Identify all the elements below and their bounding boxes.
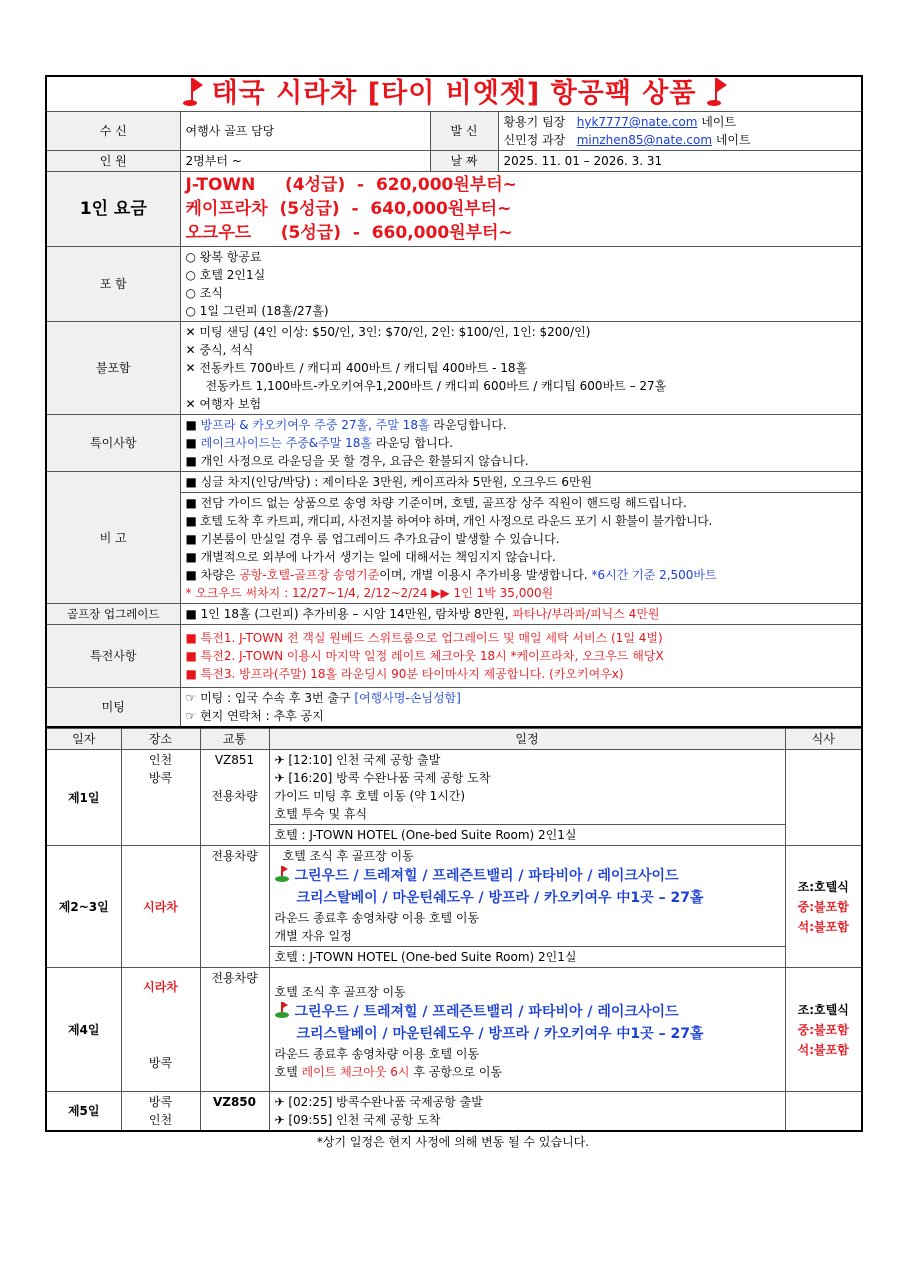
itinerary-sheet [45, 75, 861, 1150]
excluded-list [180, 322, 862, 415]
day-meals [785, 1092, 862, 1132]
included-item: ○ 호텔 2인1실 [185, 268, 266, 282]
place: 인천 [148, 753, 173, 767]
included-label: 포 함 [46, 247, 180, 322]
upgrade-desc: ■ 1인 18홀 (그린피) 추가비용 – 시암 14만원, 람차방 8만원, [185, 607, 513, 621]
day-transport: 전용차량 [200, 968, 269, 1092]
day-label: 제1일 [46, 750, 121, 846]
course-list: 크리스탈베이 / 마운틴쉐도우 / 방프라 / 카오키여우 中1곳 – 27홀 [296, 1026, 704, 1042]
day-meals [785, 968, 862, 1092]
schedule-line: 개별 자유 일정 [274, 929, 352, 943]
schedule-line: ✈ [16:20] 방콕 수완나품 국제 공항 도착 [274, 771, 491, 785]
note-highlight: *6시간 기준 2,500바트 [591, 568, 717, 582]
sender-email-link[interactable]: hyk7777@nate.com [576, 115, 698, 129]
pax-label: 인 원 [46, 151, 180, 172]
schedule-highlight: 레이트 체크아웃 6시 [301, 1065, 410, 1079]
benefits-list [180, 625, 862, 688]
schedule-line: 라운드 종료후 송영차량 이용 호텔 이동 [274, 911, 480, 925]
meal-lunch: 중:불포함 [797, 1022, 849, 1037]
day-meals [785, 750, 862, 846]
course-list: 그린우드 / 트레져힐 / 프레즌트밸리 / 파타비아 / 레이크사이드 [294, 868, 679, 884]
special-label: 특이사항 [46, 415, 180, 472]
date-value: 2025. 11. 01 – 2026. 3. 31 [498, 151, 862, 172]
note-item: ■ 호텔 도착 후 카트피, 캐디피, 사전지불 하여야 하며, 개인 사정으로 라운드 포기 시 환불이 불가합니다. [185, 514, 712, 528]
place: 인천 [148, 1113, 173, 1127]
excluded-item: 전동카트 1,100바트-카오키여우1,200바트 / 캐디피 600바트 / 캐디팁 600바트 – 27홀 [205, 379, 667, 393]
meeting-text: ☞ 현지 연락처 : 추후 공지 [185, 709, 324, 723]
included-item: ○ 왕복 항공료 [185, 250, 262, 264]
special-text: ■ 개인 사정으로 라운딩을 못 할 경우, 요금은 환불되지 않습니다. [185, 454, 529, 468]
golf-flag-icon [183, 78, 201, 106]
place: 방콕 [148, 1056, 173, 1070]
day-transport: 전용차량 [200, 846, 269, 968]
info-table [45, 75, 863, 728]
sender-suffix: 네이트 [701, 115, 737, 129]
to-label: 수 신 [46, 112, 180, 151]
schedule-line: ✈ [12:10] 인천 국제 공항 출발 [274, 753, 441, 767]
itinerary-table [45, 728, 863, 1132]
col-header: 식사 [785, 729, 862, 750]
golf-flag-icon [707, 78, 725, 106]
day-meals [785, 846, 862, 968]
bullet: ■ [185, 418, 201, 432]
pax-value: 2명부터 ~ [180, 151, 430, 172]
note-item: ■ 기본룸이 만실일 경우 룸 업그레이드 추가요금이 발생할 수 있습니다. [185, 532, 560, 546]
sender-email-link[interactable]: minzhen85@nate.com [576, 133, 713, 147]
benefit-item: ■ 특전2. J-TOWN 이용시 마지막 일정 레이트 체크아웃 18시 *케이프라차, 오크우드 해당X [185, 649, 664, 663]
sender-suffix: 네이트 [715, 133, 751, 147]
sender-name: 신민정 과장 [503, 133, 566, 147]
surcharge-note: * 오크우드 써차지 : 12/27~1/4, 2/12~2/24 ▶▶ 1인 1박 35,000원 [185, 586, 554, 600]
excluded-item: ✕ 전동카트 700바트 / 캐디피 400바트 / 캐디팁 400바트 - 18홀 [185, 361, 528, 375]
schedule-line: 가이드 미팅 후 호텔 이동 (약 1시간) [274, 789, 466, 803]
day-schedule [269, 968, 785, 1092]
day-transport: VZ850 [200, 1092, 269, 1132]
meal-breakfast: 조:호텔식 [797, 879, 849, 894]
hotel-line: 호텔 : J-TOWN HOTEL (One-bed Suite Room) 2인1실 [269, 947, 785, 968]
upgrade-text [180, 604, 862, 625]
excluded-item: ✕ 중식, 석식 [185, 343, 254, 357]
day-place [121, 1092, 200, 1132]
course-list: 그린우드 / 트레져힐 / 프레즌트밸리 / 파타비아 / 레이크사이드 [294, 1004, 679, 1020]
schedule-line: 호텔 투숙 및 휴식 [274, 807, 368, 821]
day-schedule [269, 750, 785, 825]
meal-dinner: 석:불포함 [797, 1042, 849, 1057]
single-charge: ■ 싱글 차지(인당/박당) : 제이타운 3만원, 케이프라차 5만원, 오크우드 6만원 [180, 472, 862, 493]
excluded-item: ✕ 미팅 샌딩 (4인 이상: $50/인, 3인: $70/인, 2인: $100/인, 1인: $200/인) [185, 325, 591, 339]
schedule-line: 호텔 조식 후 골프장 이동 [282, 849, 414, 863]
price-label: 1인 요금 [46, 172, 180, 247]
note-item: ■ 전담 가이드 없는 상품으로 송영 차량 기준이며, 호텔, 골프장 상주 직원이 핸드링 해드립니다. [185, 496, 687, 510]
col-header: 장소 [121, 729, 200, 750]
day-label: 제4일 [46, 968, 121, 1092]
day-place [121, 968, 200, 1092]
upgrade-highlight: 파타나/부라파/피닉스 4만원 [512, 607, 660, 621]
col-header: 교통 [200, 729, 269, 750]
golf-green-icon [275, 866, 289, 882]
meeting-label: 미팅 [46, 688, 180, 728]
benefit-item: ■ 특전3. 방프라(주말) 18홀 라운딩시 90분 타이마사지 제공합니다. (카오키여우x) [185, 667, 624, 681]
note-text: 이며, 개별 이용시 추가비용 발생합니다. [379, 568, 592, 582]
golf-green-icon [275, 1002, 289, 1018]
hotel-line: 호텔 : J-TOWN HOTEL (One-bed Suite Room) 2인1실 [269, 825, 785, 846]
transport: 전용차량 [211, 789, 258, 803]
meeting-highlight: [여행사명-손님성함] [354, 691, 461, 705]
page-title: 태국 시라차 [타이 비엣젯] 항공팩 상품 [211, 78, 697, 109]
day-place: 시라차 [121, 846, 200, 968]
flight-code: VZ851 [214, 753, 255, 767]
special-list [180, 415, 862, 472]
day-place [121, 750, 200, 846]
col-header: 일정 [269, 729, 785, 750]
senders [498, 112, 862, 151]
schedule-text: 후 공항으로 이동 [409, 1065, 503, 1079]
benefits-label: 특전사항 [46, 625, 180, 688]
date-label: 날 짜 [430, 151, 498, 172]
meal-breakfast: 조:호텔식 [797, 1002, 849, 1017]
schedule-text: 호텔 [274, 1065, 302, 1079]
note-highlight: 공항-호텔-골프장 송영기준 [239, 568, 380, 582]
price-line: 오크우드 (5성급) - 660,000원부터~ [185, 223, 513, 243]
price-line: J-TOWN (4성급) - 620,000원부터~ [185, 175, 517, 195]
col-header: 일자 [46, 729, 121, 750]
schedule-line: 라운드 종료후 송영차량 이용 호텔 이동 [274, 1047, 480, 1061]
meal-lunch: 중:불포함 [797, 899, 849, 914]
meeting-text: ☞ 미팅 : 입국 수속 후 3번 출구 [185, 691, 355, 705]
note-text: ■ 차량은 [185, 568, 240, 582]
special-text: 라운딩합니다. [429, 418, 507, 432]
day-schedule [269, 846, 785, 947]
meeting-info [180, 688, 862, 728]
excluded-label: 불포함 [46, 322, 180, 415]
schedule-line: 호텔 조식 후 골프장 이동 [274, 985, 406, 999]
price-list [180, 172, 862, 247]
title-row [46, 76, 862, 112]
bullet: ■ [185, 436, 201, 450]
from-label: 발 신 [430, 112, 498, 151]
special-highlight: 방프라 & 카오키여우 주중 27홀, 주말 18홀 [200, 418, 430, 432]
notes-label: 비 고 [46, 472, 180, 604]
schedule-line: ✈ [02:25] 방콕수완나품 국제공항 출발 [274, 1095, 483, 1109]
upgrade-label: 골프장 업그레이드 [46, 604, 180, 625]
included-list [180, 247, 862, 322]
day-schedule [269, 1092, 785, 1132]
included-item: ○ 조식 [185, 286, 223, 300]
place: 방콕 [148, 1095, 173, 1109]
special-highlight: 레이크사이드는 주중&주말 18홀 [200, 436, 373, 450]
day-transport [200, 750, 269, 846]
course-list: 크리스탈베이 / 마운틴쉐도우 / 방프라 / 카오키여우 中1곳 – 27홀 [296, 890, 704, 906]
price-line: 케이프라차 (5성급) - 640,000원부터~ [185, 199, 512, 219]
day-label: 제5일 [46, 1092, 121, 1132]
schedule-line: ✈ [09:55] 인천 국제 공항 도착 [274, 1113, 441, 1127]
excluded-item: ✕ 여행자 보험 [185, 397, 262, 411]
place: 시라차 [143, 980, 178, 994]
special-text: 라운딩 합니다. [372, 436, 454, 450]
included-item: ○ 1일 그린피 (18홀/27홀) [185, 304, 329, 318]
notes-list [180, 493, 862, 604]
footnote: *상기 일정은 현지 사정에 의해 변동 될 수 있습니다. [316, 1135, 590, 1149]
meal-dinner: 석:불포함 [797, 919, 849, 934]
to-value: 여행사 골프 담당 [180, 112, 430, 151]
sender-name: 황용기 팀장 [503, 115, 566, 129]
note-item: ■ 개별적으로 외부에 나가서 생기는 일에 대해서는 책임지지 않습니다. [185, 550, 556, 564]
day-label: 제2~3일 [46, 846, 121, 968]
place: 방콕 [148, 771, 173, 785]
benefit-item: ■ 특전1. J-TOWN 전 객실 원베드 스위트룸으로 업그레이드 및 매일 세탁 서비스 (1일 4벌) [185, 631, 663, 645]
